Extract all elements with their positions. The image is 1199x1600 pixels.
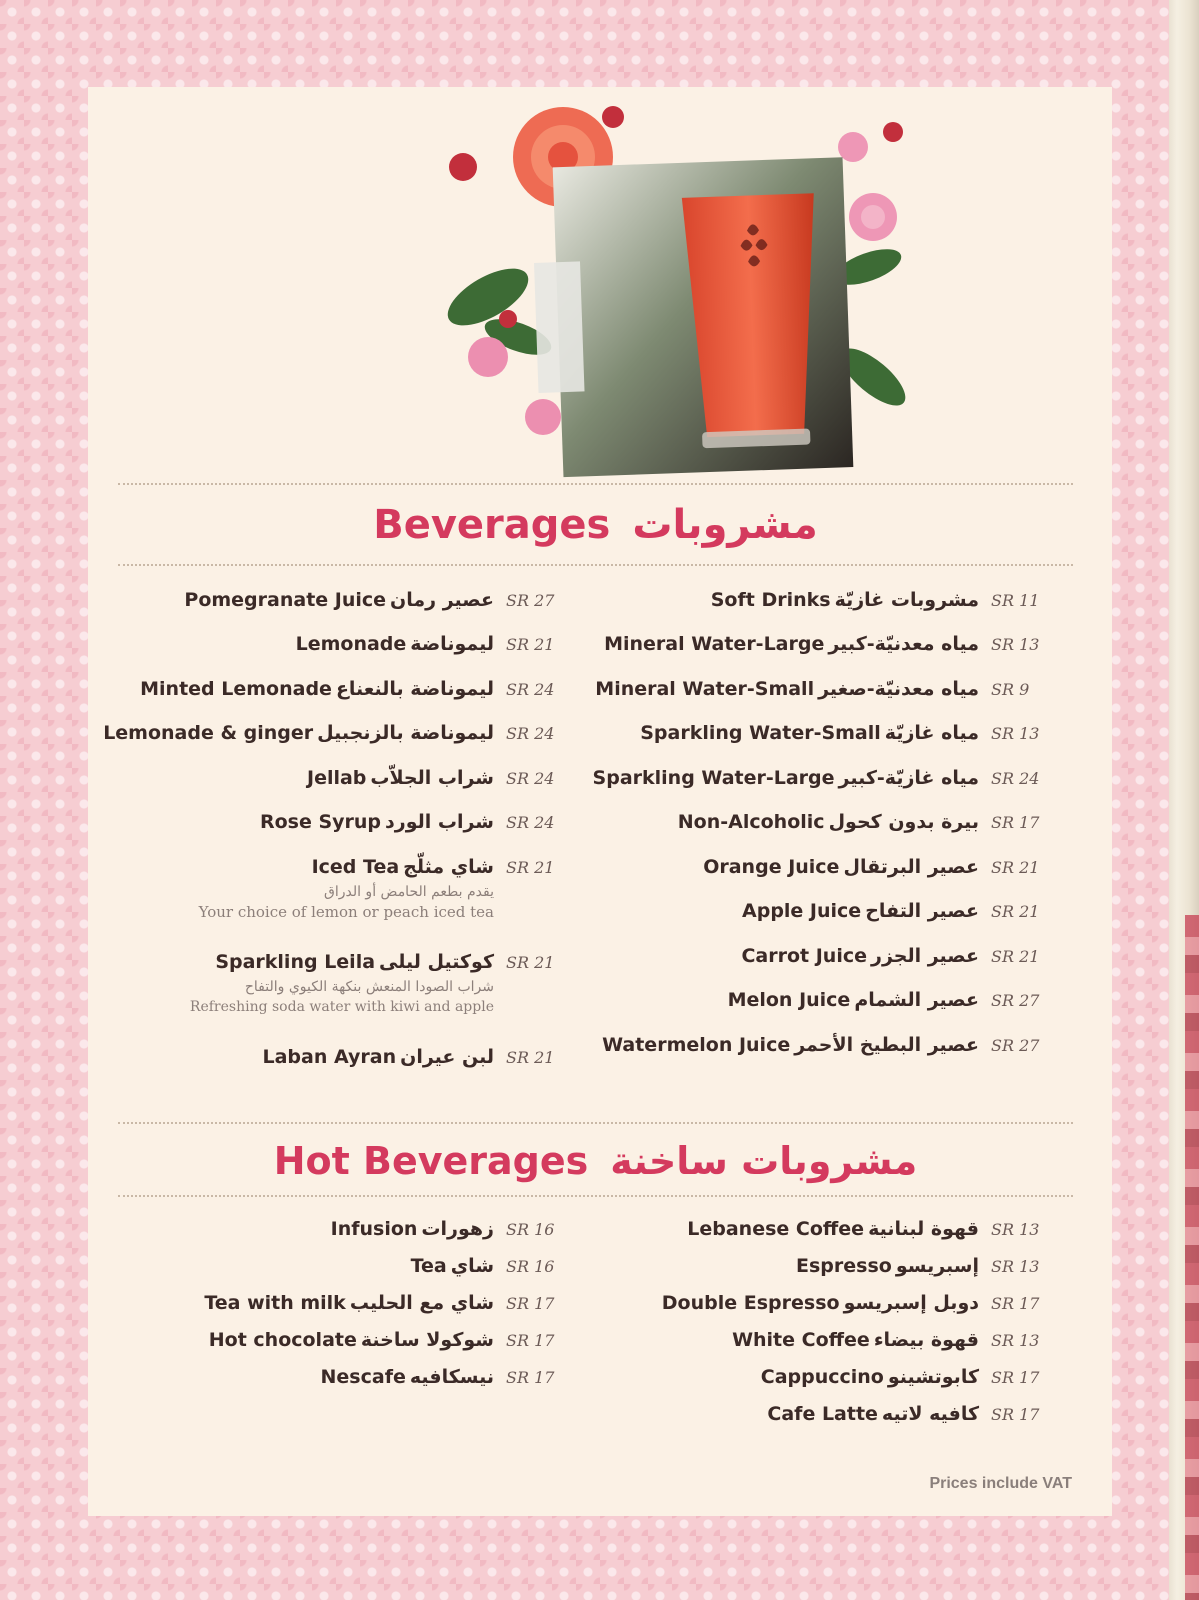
item-name-ar: زهورات [421,1218,494,1240]
item-price: SR 13 [991,1256,1040,1276]
menu-item [88,1288,558,1318]
menu-item [573,1030,1043,1060]
menu-item [573,1325,1043,1355]
item-price: SR 21 [991,946,1040,966]
item-name-en: Lemonade [295,633,407,655]
item-name-en: Espresso [796,1255,892,1277]
item-name-ar: مياه معدنيّة-كبير [828,633,979,655]
item-name-ar: عصير التفاح [865,900,979,922]
item-price: SR 27 [991,1035,1040,1055]
item-name-en: Orange Juice [703,856,840,878]
item-name-ar: ليموناضة [410,633,494,655]
divider [118,1195,1073,1197]
item-name-ar: عصير رمان [390,589,494,611]
item-name-en: Pomegranate Juice [184,589,387,611]
item-name-en: Sparkling Leila [215,951,376,973]
item-price: SR 17 [506,1293,555,1313]
item-price: SR 13 [991,1330,1040,1350]
item-name-en: Tea [410,1255,447,1277]
item-name-en: Non-Alcoholic [677,811,825,833]
item-name-ar: مياه غازيّة [884,722,979,744]
item-name-en: Minted Lemonade [140,678,332,700]
item-name-ar: شراب الورد [385,811,494,833]
section-title-beverages [118,499,1073,551]
item-name-ar: لبن عيران [400,1046,494,1068]
menu-item [88,1214,558,1244]
item-name-en: Jellab [307,767,367,789]
item-price: SR 24 [506,768,555,788]
item-price: SR 21 [991,901,1040,921]
item-name-ar: قهوة لبنانية [868,1218,979,1240]
item-name-ar: عصير البرتقال [843,856,979,878]
item-name-en: Watermelon Juice [602,1034,791,1056]
menu-item [573,629,1043,659]
item-price: SR 11 [991,590,1040,610]
menu-item [573,852,1043,882]
section-title-ar: مشروبات [632,502,818,548]
item-name-en: Mineral Water-Large [604,633,825,655]
item-name-ar: عصير الشمام [854,989,979,1011]
item-name-en: White Coffee [732,1329,870,1351]
menu-item [88,763,558,793]
item-name-en: Melon Juice [727,989,851,1011]
item-price: SR 17 [991,812,1040,832]
item-name-ar: بيرة بدون كحول [828,811,979,833]
item-name-ar: شاي [450,1255,494,1277]
menu-item [573,1288,1043,1318]
menu-item [573,718,1043,748]
beverage-photo-with-roses [428,87,968,487]
item-name-ar: دوبل إسبريسو [843,1292,979,1314]
item-name-ar: ليموناضة بالزنجبيل [317,722,494,744]
item-name-ar: ليموناضة بالنعناع [335,678,494,700]
item-name-ar: مياه غازيّة-كبير [838,767,979,789]
item-name-ar: شراب الجلاّب [370,767,494,789]
item-price: SR 21 [506,634,555,654]
item-name-en: Tea with milk [204,1292,346,1314]
section-title-hot-beverages [118,1136,1073,1186]
item-price: SR 27 [991,990,1040,1010]
menu-item [88,718,558,748]
section-title-en: Hot Beverages [273,1139,589,1183]
item-name-en: Hot chocolate [208,1329,357,1351]
item-name-ar: قهوة بيضاء [873,1329,979,1351]
item-name-ar: شاي مع الحليب [349,1292,494,1314]
item-price: SR 16 [506,1256,555,1276]
item-description-ar: يقدم بطعم الحامض أو الدراق [323,884,494,900]
item-name-en: Double Espresso [661,1292,840,1314]
item-name-en: Sparkling Water-Large [592,767,835,789]
menu-item [573,807,1043,837]
item-price: SR 21 [506,857,555,877]
item-name-ar: كافيه لاتيه [881,1403,979,1425]
divider [118,1122,1073,1124]
menu-item [88,1042,558,1072]
item-price: SR 16 [506,1219,555,1239]
item-name-en: Cappuccino [760,1366,884,1388]
menu-item [88,1362,558,1392]
menu-item [88,674,558,704]
item-description-ar: شراب الصودا المنعش بنكهة الكيوي والتفاح [244,979,494,995]
menu-item [88,585,558,615]
item-name-ar: كابوتشينو [887,1366,979,1388]
item-price: SR 17 [991,1367,1040,1387]
menu-item [573,941,1043,971]
item-name-ar: كوكتيل ليلى [379,951,494,973]
item-price: SR 21 [506,1047,555,1067]
item-price: SR 24 [506,723,555,743]
menu-item [573,1362,1043,1392]
section-title-ar: مشروبات ساخنة [610,1139,918,1183]
item-price: SR 21 [991,857,1040,877]
item-name-ar: مياه معدنيّة-صغير [818,678,979,700]
item-price: SR 24 [506,679,555,699]
item-name-ar: إسبريسو [895,1255,979,1277]
item-name-ar: شاي مثلّج [403,856,494,878]
menu-item [573,896,1043,926]
menu-item [88,947,558,1017]
item-name-ar: شوكولا ساخنة [360,1329,494,1351]
item-price: SR 17 [991,1404,1040,1424]
menu-panel [88,87,1112,1516]
item-price: SR 21 [506,952,555,972]
divider [118,564,1073,566]
rose-icon [838,122,903,241]
vat-note: Prices include VAT [929,1475,1072,1492]
item-price: SR 27 [506,590,555,610]
item-name-en: Nescafe [320,1366,406,1388]
menu-item [573,1214,1043,1244]
item-price: SR 13 [991,634,1040,654]
item-name-en: Carrot Juice [741,945,867,967]
item-price: SR 9 [991,679,1030,699]
item-name-ar: عصير الجزر [871,945,979,967]
menu-item [573,985,1043,1015]
menu-item [88,629,558,659]
adjacent-page-floral-edge [1185,915,1199,1600]
item-price: SR 17 [991,1293,1040,1313]
menu-item [573,1251,1043,1281]
item-name-ar: مشروبات غازيّة [834,589,979,611]
item-name-ar: نيسكافيه [409,1366,494,1388]
menu-item [573,674,1043,704]
item-name-en: Soft Drinks [710,589,831,611]
item-name-ar: عصير البطيخ الأحمر [794,1034,979,1056]
menu-item [573,585,1043,615]
item-price: SR 13 [991,1219,1040,1239]
section-title-en: Beverages [373,502,611,548]
item-name-en: Rose Syrup [259,811,382,833]
item-name-en: Mineral Water-Small [595,678,815,700]
menu-item [88,1325,558,1355]
divider [118,483,1073,485]
item-name-en: Infusion [330,1218,418,1240]
item-name-en: Lebanese Coffee [687,1218,865,1240]
item-price: SR 24 [506,812,555,832]
item-price: SR 17 [506,1330,555,1350]
item-name-en: Lemonade & ginger [103,722,314,744]
item-name-en: Sparkling Water-Small [640,722,881,744]
item-name-en: Cafe Latte [767,1403,878,1425]
item-name-en: Apple Juice [742,900,862,922]
item-name-en: Laban Ayran [262,1046,397,1068]
item-price: SR 24 [991,768,1040,788]
menu-item [88,807,558,837]
menu-item [573,763,1043,793]
item-description-en: Refreshing soda water with kiwi and apple [189,999,494,1015]
item-price: SR 17 [506,1367,555,1387]
menu-item [88,852,558,922]
menu-item [573,1399,1043,1429]
item-description-en: Your choice of lemon or peach iced tea [198,903,494,921]
item-price: SR 13 [991,723,1040,743]
item-name-en: Iced Tea [311,856,400,878]
menu-item [88,1251,558,1281]
